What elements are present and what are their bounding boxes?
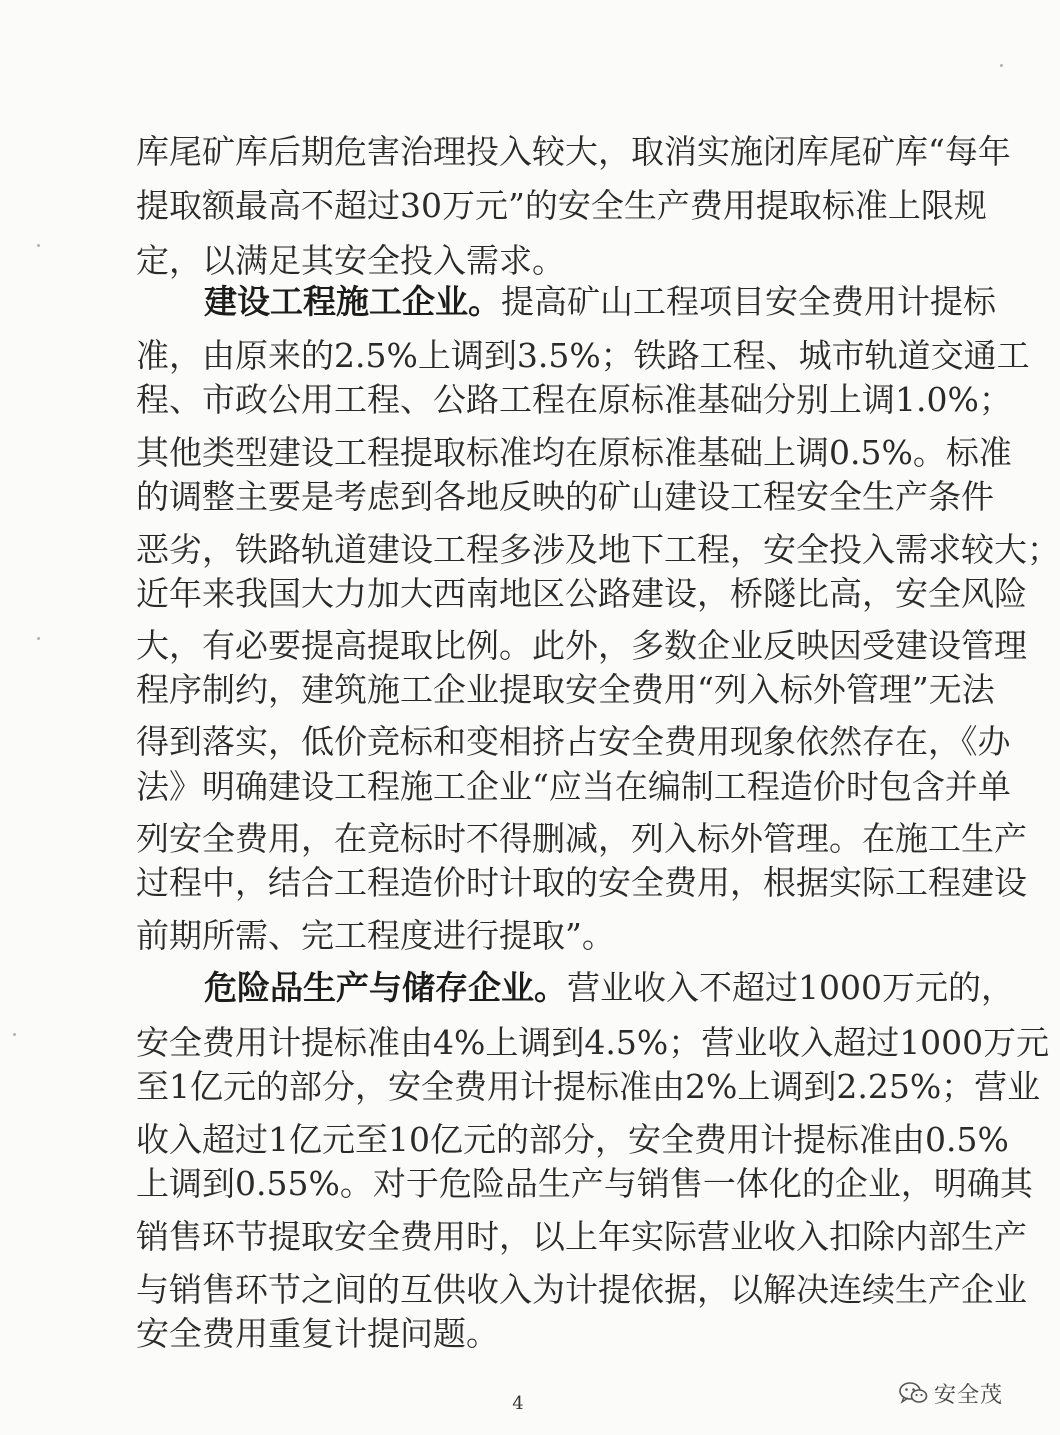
paragraph-2-line: 的调整主要是考虑到各地反映的矿山建设工程安全生产条件 [136, 477, 994, 516]
section-heading-hazardous-goods: 危险品生产与储存企业。 [204, 968, 567, 1007]
section-heading-construction: 建设工程施工企业。 [204, 282, 501, 321]
wechat-icon [898, 1380, 928, 1406]
scan-speck [13, 1033, 16, 1036]
scan-speck [37, 244, 40, 247]
paragraph-3-line: 与销售环节之间的互供收入为计提依据，以解决连续生产企业 [136, 1270, 1027, 1309]
watermark-text: 安全茂 [934, 1382, 1004, 1408]
paragraph-1-line: 提取额最高不超过30万元”的安全生产费用提取标准上限规 [136, 186, 987, 225]
paragraph-2-line: 法》明确建设工程施工企业“应当在编制工程造价时包含并单 [136, 767, 1011, 806]
paragraph-2-line: 前期所需、完工程度进行提取”。 [136, 916, 615, 955]
paragraph-2-first-line [204, 282, 996, 322]
paragraph-2-line: 程、市政公用工程、公路工程在原标准基础分别上调1.0%； [136, 380, 1012, 419]
paragraph-1-line: 库尾矿库后期危害治理投入较大，取消实施闭库尾矿库“每年 [136, 132, 1011, 171]
paragraph-2-line: 列安全费用，在竞标时不得删减，列入标外管理。在施工生产 [136, 819, 1027, 858]
paragraph-2-line: 近年来我国大力加大西南地区公路建设，桥隧比高，安全风险 [136, 574, 1027, 613]
paragraph-3-line: 安全费用计提标准由4%上调到4.5%；营业收入超过1000万元 [136, 1023, 1050, 1062]
paragraph-3-line-text: 营业收入不超过1000万元的， [567, 968, 1014, 1007]
paragraph-3-line: 上调到0.55%。对于危险品生产与销售一体化的企业，明确其 [136, 1164, 1033, 1203]
scan-speck [37, 637, 40, 640]
paragraph-2-line: 程序制约，建筑施工企业提取安全费用“列入标外管理”无法 [136, 670, 995, 709]
paragraph-3-line: 收入超过1亿元至10亿元的部分，安全费用计提标准由0.5% [136, 1120, 1009, 1159]
scan-speck [1000, 64, 1003, 67]
paragraph-2-line: 其他类型建设工程提取标准均在原标准基础上调0.5%。标准 [136, 433, 1012, 472]
paragraph-3-line: 至1亿元的部分，安全费用计提标准由2%上调到2.25%；营业 [136, 1067, 1041, 1106]
paragraph-2-line: 过程中，结合工程造价时计取的安全费用，根据实际工程建设 [136, 863, 1027, 902]
paragraph-3-first-line [204, 968, 1014, 1008]
watermark [898, 1376, 1003, 1410]
paragraph-2-line: 恶劣，铁路轨道建设工程多涉及地下工程，安全投入需求较大； [136, 530, 1060, 569]
paragraph-3-line: 销售环节提取安全费用时，以上年实际营业收入扣除内部生产 [136, 1217, 1027, 1256]
paragraph-2-line: 准，由原来的2.5%上调到3.5%；铁路工程、城市轨道交通工 [136, 336, 1030, 375]
paragraph-2-line: 得到落实，低价竞标和变相挤占安全费用现象依然存在，《办 [136, 722, 1011, 761]
paragraph-2-line-text: 提高矿山工程项目安全费用计提标 [501, 282, 996, 321]
paragraph-2-line: 大，有必要提高提取比例。此外，多数企业反映因受建设管理 [136, 626, 1027, 665]
paragraph-3-line: 安全费用重复计提问题。 [136, 1314, 499, 1353]
paragraph-1-line: 定，以满足其安全投入需求。 [136, 241, 565, 280]
page-number: 4 [512, 1393, 524, 1414]
